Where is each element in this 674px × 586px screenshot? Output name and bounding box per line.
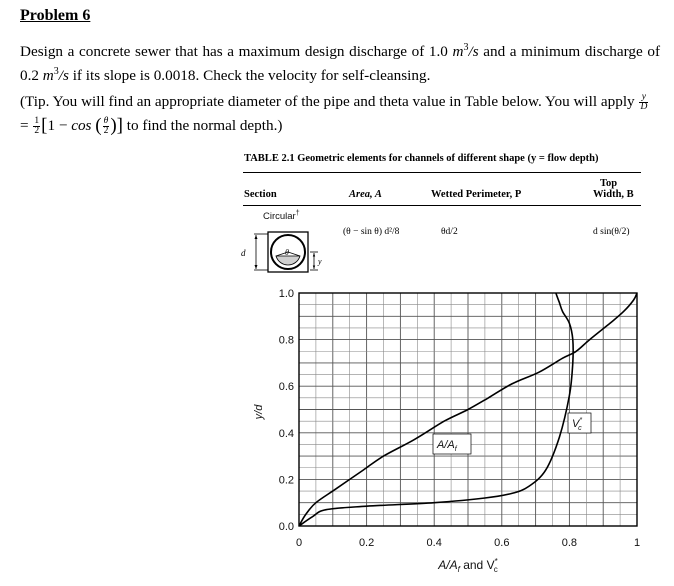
statement-segment-8: / <box>58 67 63 85</box>
formula-one-half: $\frac{1}{2}$ <box>34 116 40 137</box>
header-top-width-line1: Top <box>600 178 618 189</box>
x-tick-label: 1 <box>633 537 641 549</box>
chart-labels <box>253 404 591 574</box>
x-tick-label: 0.2 <box>358 537 375 549</box>
formula-theta-over-two: $\frac{\theta}{2}$ <box>103 116 109 137</box>
x-tick-label: 0 <box>295 537 303 549</box>
statement-segment-3: / <box>468 43 473 61</box>
header-top-width-line2: Width, B <box>593 189 634 200</box>
statement-segment-10: if its slope is 0.0018. Check the velocity for self-cleansing. <box>68 67 431 85</box>
header-area: Area, A <box>349 189 382 200</box>
diagram-label-y: y <box>318 257 322 266</box>
x-axis-label: $A/A_f$ and V* c <box>438 557 498 574</box>
y-tick-label: 0.2 <box>278 474 294 487</box>
statement-segment-5: and a minimum discharge of 0.2 <box>20 43 661 85</box>
formula-y-over-d: $\frac{y}{D}$ <box>640 92 648 113</box>
x-tick-label: 0.8 <box>561 537 578 549</box>
normal-depth-formula: $\frac{y}{D}$ = $\frac{1}{2}$ [1 − cos ( $\frac{\theta}{2}$ )] <box>20 92 648 137</box>
problem-title: Problem 6 <box>20 7 91 24</box>
statement-segment-4: s <box>472 43 479 61</box>
tip-text-before: (Tip. You will find an appropriate diameter of the pipe and theta value in Table below. You will apply <box>20 93 635 110</box>
cell-wetted-perimeter-formula: θd/2 <box>441 227 458 237</box>
statement-segment-1: m <box>452 43 464 61</box>
row-section-circular: Circular† <box>263 210 300 223</box>
y-tick-label: 1.0 <box>278 288 294 300</box>
diagram-label-d: d <box>241 248 246 258</box>
y-tick-label: 0.8 <box>278 334 294 347</box>
statement-segment-7: 3 <box>53 66 59 78</box>
header-section: Section <box>244 189 277 200</box>
curve-label-area-ratio: $A/A_f$ <box>437 439 457 453</box>
table-caption: TABLE 2.1 Geometric elements for channels of different shape (y = flow depth) <box>244 153 599 164</box>
y-tick-label: 0.0 <box>278 521 294 533</box>
tip-text-after: to find the normal depth.) <box>126 117 283 134</box>
y-tick-label: 0.6 <box>278 381 294 394</box>
y-tick-label: 0.4 <box>278 427 294 440</box>
statement-segment-2: 3 <box>463 42 469 53</box>
statement-segment-9: s <box>62 67 69 85</box>
header-wetted-perimeter: Wetted Perimeter, P <box>431 189 522 200</box>
x-tick-label: 0.4 <box>426 537 442 549</box>
y-axis-label: y/d <box>253 404 265 420</box>
x-tick-label: 0.6 <box>494 537 510 549</box>
cell-area-formula: (θ − sin θ) d²/8 <box>343 227 400 237</box>
statement-segment-6: m <box>42 67 54 85</box>
curve-label-velocity-ratio: V* c <box>572 417 583 432</box>
cell-top-width-formula: d sin(θ/2) <box>593 227 630 237</box>
statement-segment-0: Design a concrete sewer that has a maximum design discharge of 1.0 <box>20 43 453 61</box>
diagram-label-theta: θ <box>285 248 289 257</box>
